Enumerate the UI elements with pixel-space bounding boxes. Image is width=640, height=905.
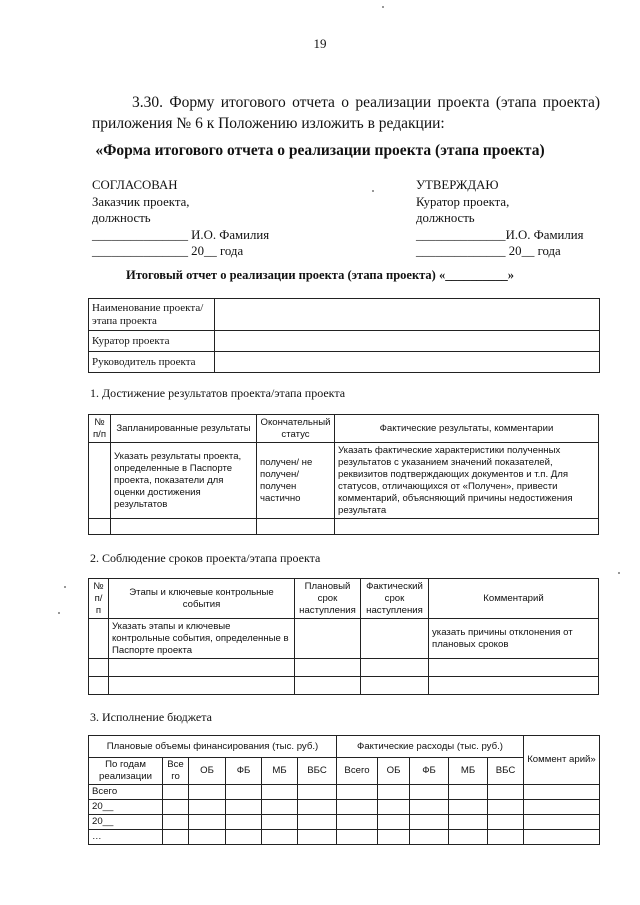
approval-right-line2: должность [416,211,475,225]
s3-sub-header: ОБ [189,758,226,785]
s3-sub-header: Всего [337,758,378,785]
s3-sub-header: Все го [163,758,189,785]
approval-right-heading: УТВЕРЖДАЮ [416,178,499,192]
s2-header-num: № п/п [89,579,109,619]
page-number: 19 [313,36,327,51]
info-label-curator: Куратор проекта [89,331,215,352]
approval-left-signature: _______________ И.О. Фамилия [92,227,270,242]
table-row [89,659,599,677]
form-title: «Форма итогового отчета о реализации проекта (этапа проекта) [95,142,545,159]
approval-right-line1: Куратор проекта, [416,194,510,209]
info-value-curator [215,331,600,352]
s2-cell-comment: указать причины отклонения от плановых сроков [429,619,599,659]
s3-sub-header: ФБ [410,758,449,785]
s1-cell-actual: Указать фактические характеристики полученных результатов с указанием значений показателей, реквизитов подтверждающих документов и т.п. Для статусов, отличающихся от «Получен», привести комментарий, объясняющий причины недостижения результата [335,443,599,519]
s2-header-stages: Этапы и ключевые контрольные события [109,579,295,619]
s3-row-label: … [89,830,163,845]
s3-group-actual: Фактические расходы (тыс. руб.) [337,736,524,758]
s3-sub-header: ФБ [226,758,262,785]
table-row [89,443,599,519]
info-value-manager [215,352,600,373]
scan-speck [372,190,374,192]
table-row [89,415,599,443]
approval-right-date: ______________ 20__ года [416,244,561,258]
table-row [89,519,599,535]
scan-speck [58,612,60,614]
s3-sub-header: ОБ [378,758,410,785]
s1-cell-planned: Указать результаты проекта, определенные в Паспорте проекта, показатели для оценки достижения результатов [111,443,257,519]
s3-sub-header: ВБС [488,758,524,785]
report-title: Итоговый отчет о реализации проекта (этапа проекта) «__________» [126,268,514,282]
section3-title: 3. Исполнение бюджета [90,710,212,724]
approval-left-heading: СОГЛАСОВАН [92,178,178,192]
approval-left-line2: должность [92,211,151,225]
info-value-name [215,299,600,331]
s3-header-comment: Коммент арий» [524,736,600,785]
s3-sub-header: ВБС [298,758,337,785]
info-label-manager: Руководитель проекта [89,352,215,373]
scan-speck [618,572,620,574]
table-row [89,619,599,659]
s2-header-comment: Комментарий [429,579,599,619]
s3-sub-header: МБ [262,758,298,785]
project-info-table [88,298,600,373]
table-row [89,736,600,758]
approval-left [92,177,269,260]
s1-header-status: Окончательный статус [257,415,335,443]
approval-left-line1: Заказчик проекта, [92,194,190,209]
s3-group-planned: Плановые объемы финансирования (тыс. руб.) [89,736,337,758]
table-row [89,299,600,331]
table-row [89,352,600,373]
s1-header-actual: Фактические результаты, комментарии [335,415,599,443]
section2-title: 2. Соблюдение сроков проекта/этапа проекта [90,551,321,565]
s3-row-label: 20__ [89,800,163,815]
s2-header-planned: Плановый срок наступления [295,579,361,619]
info-label-name: Наименование проекта/этапа проекта [89,299,215,331]
s1-header-planned: Запланированные результаты [111,415,257,443]
scan-speck [64,586,66,588]
deadlines-table [88,578,599,695]
approval-right-signature: ______________И.О. Фамилия [416,227,584,242]
table-row [89,785,600,800]
approval-right [416,177,584,260]
s3-sub-header: По годам реализации [89,758,163,785]
s1-header-num: № п/п [89,415,111,443]
scan-speck [382,6,384,8]
table-row [89,677,599,695]
s2-header-actual: Фактический срок наступления [361,579,429,619]
table-row [89,758,600,785]
s2-cell-stages: Указать этапы и ключевые контрольные события, определенные в Паспорте проекта [109,619,295,659]
table-row [89,579,599,619]
s1-cell-num [89,443,111,519]
approval-left-date: _______________ 20__ года [92,244,244,258]
s3-row-label: 20__ [89,815,163,830]
paragraph-line-2: приложения № 6 к Положению изложить в редакции: [92,115,445,132]
table-row [89,331,600,352]
table-row [89,815,600,830]
amendment-paragraph [92,92,600,134]
budget-table [88,735,600,845]
results-table [88,414,599,535]
s3-row-label: Всего [89,785,163,800]
table-row [89,830,600,845]
s1-cell-status: получен/ не получен/ получен частично [257,443,335,519]
s3-sub-header: МБ [449,758,488,785]
table-row [89,800,600,815]
section1-title: 1. Достижение результатов проекта/этапа проекта [90,386,346,400]
paragraph-line-1: 3.30. Форму итогового отчета о реализации проекта (этапа проекта) [132,94,600,111]
